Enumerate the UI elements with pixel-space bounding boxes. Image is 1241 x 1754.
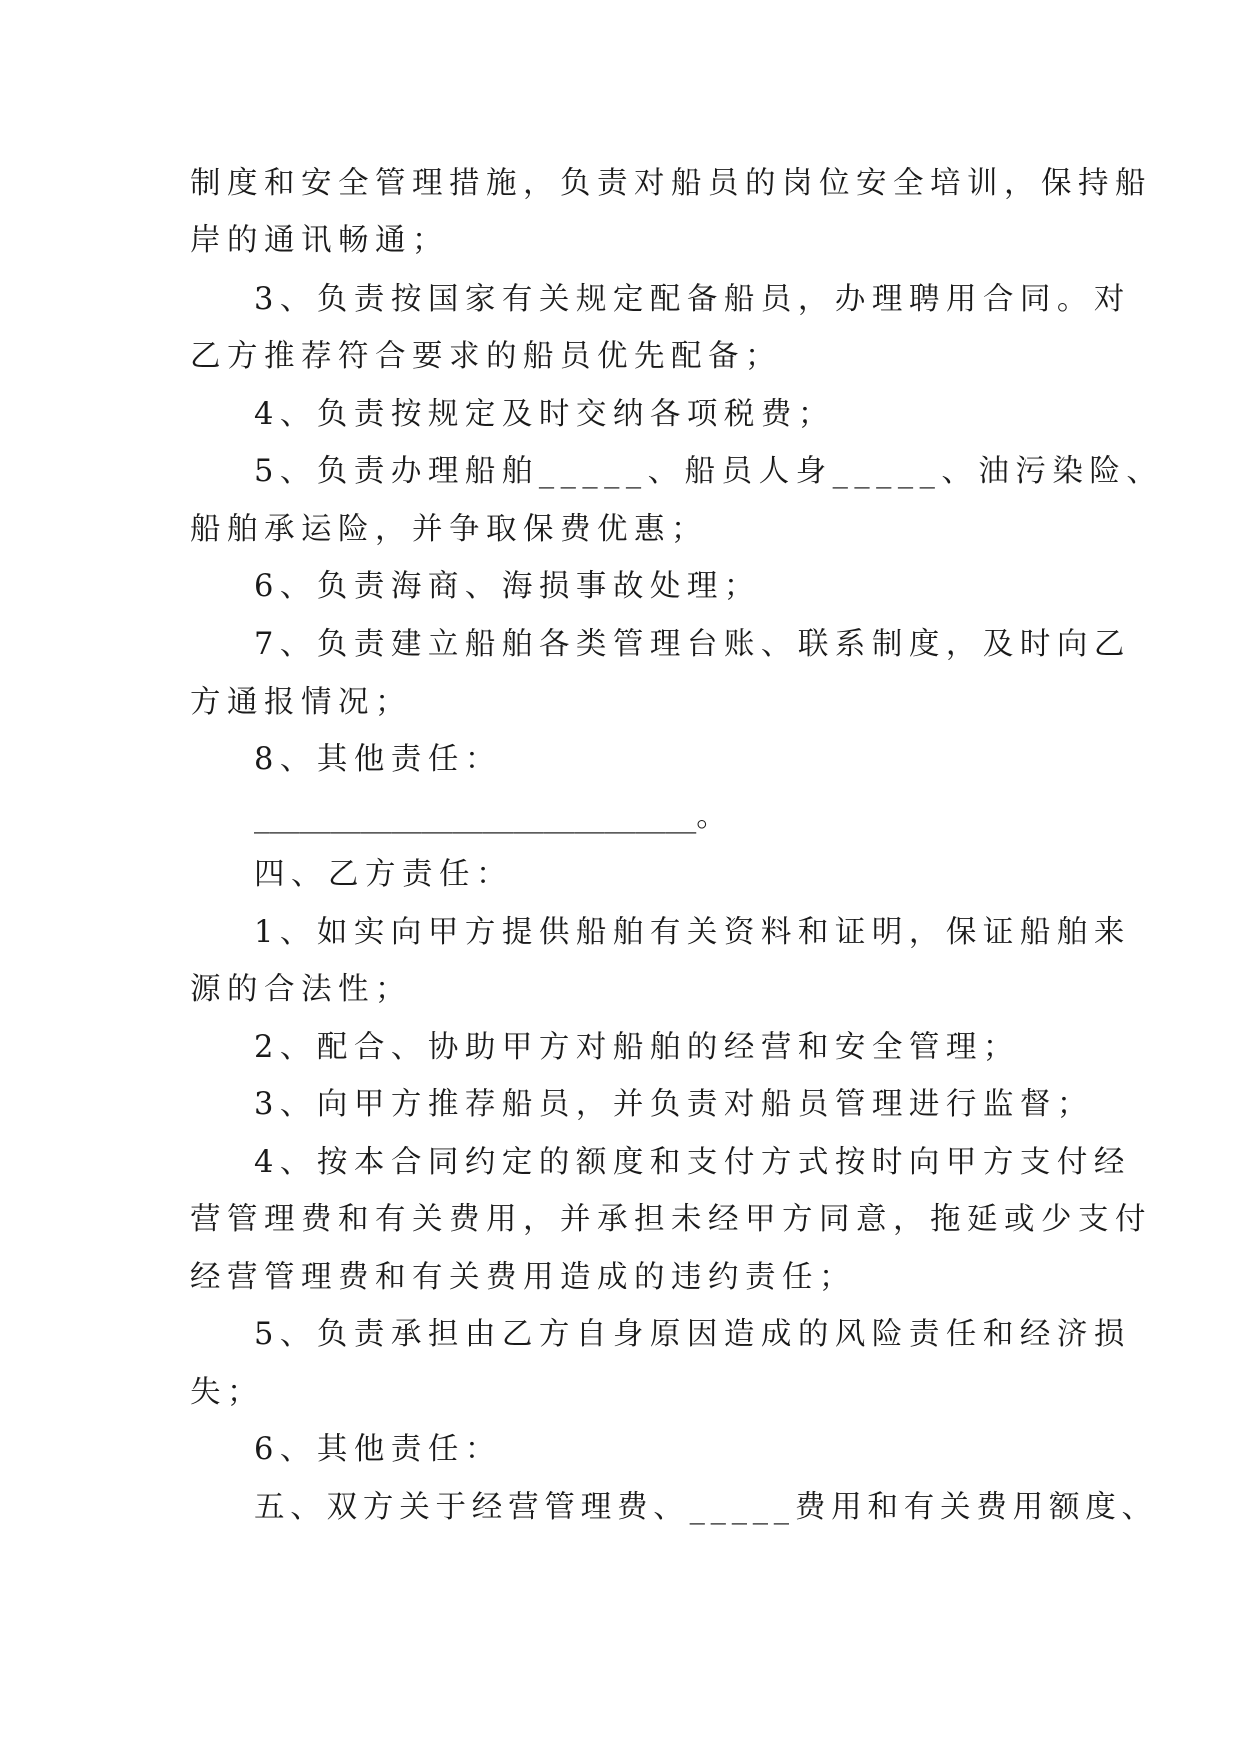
text-line: 6、负责海商、海损事故处理； [254,569,761,604]
section-heading: 四、乙方责任： [254,857,513,892]
text-line: 2、配合、协助甲方对船舶的经营和安全管理； [254,1030,1020,1065]
text-line: 1、如实向甲方提供船舶有关资料和证明，保证船舶来 [254,915,1131,950]
text-line: 乙方推荐符合要求的船员优先配备； [190,339,782,374]
text-line: 4、按本合同约定的额度和支付方式按时向甲方支付经 [254,1145,1131,1180]
text-line: 7、负责建立船舶各类管理台账、联系制度，及时向乙 [254,627,1131,662]
text-line: 岸的通讯畅通； [190,223,449,258]
text-line: 3、向甲方推荐船员，并负责对船员管理进行监督； [254,1087,1094,1122]
text-line: 5、负责承担由乙方自身原因造成的风险责任和经济损 [254,1317,1131,1352]
text-line: 营管理费和有关费用，并承担未经甲方同意，拖延或少支付 [190,1202,1152,1237]
section-heading: 五、双方关于经营管理费、_____费用和有关费用额度、 [254,1490,1158,1525]
text-line: 制度和安全管理措施，负责对船员的岗位安全培训，保持船 [190,166,1152,201]
text-line: 源的合法性； [190,972,412,1007]
text-line: 8、其他责任： [254,742,502,777]
text-line: 5、负责办理船舶_____、船员人身_____、油污染险、 [254,454,1164,489]
text-line: 4、负责按规定及时交纳各项税费； [254,397,835,432]
text-line: 船舶承运险，并争取保费优惠； [190,512,708,547]
text-line: 方通报情况； [190,685,412,720]
text-line: 经营管理费和有关费用造成的违约责任； [190,1260,856,1295]
text-line: 失； [190,1375,264,1410]
text-line: 3、负责按国家有关规定配备船员，办理聘用合同。对 [254,282,1131,317]
text-line: 6、其他责任： [254,1432,502,1467]
blank-fill-line: _____________________________。 [254,799,727,834]
